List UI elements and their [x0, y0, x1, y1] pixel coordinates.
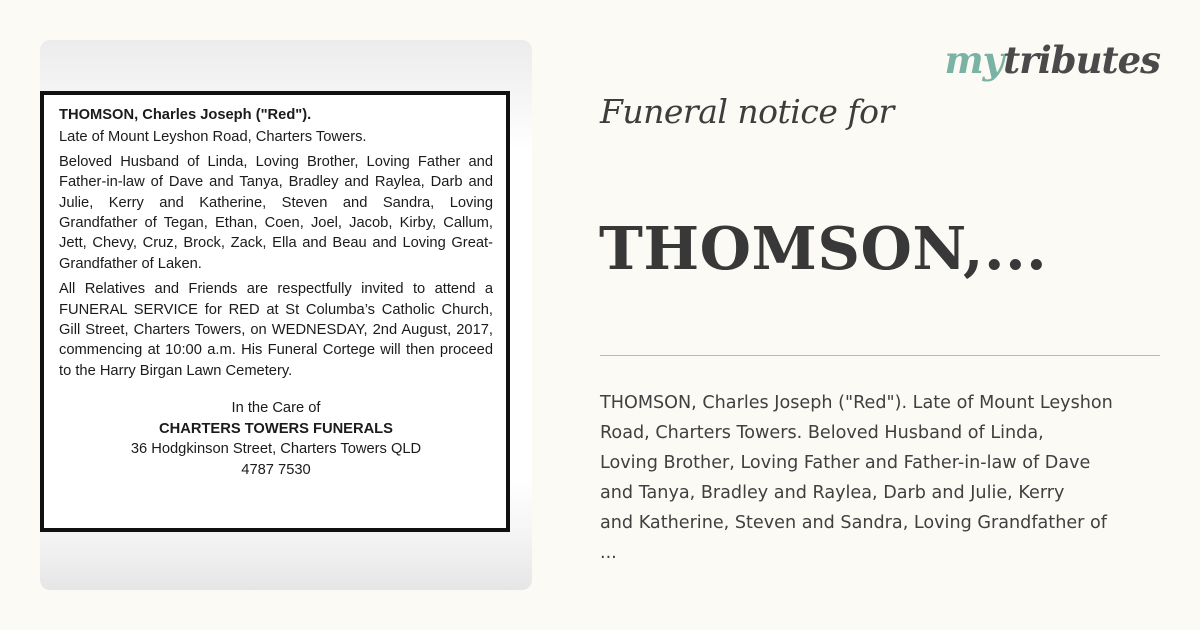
notice-family: Beloved Husband of Linda, Loving Brother, Loving Father and Father-in-law of Dave and Tanya, Bradley and Raylea, Darb and Julie, Kerry and Katherine, Steven and Sandra, Loving Grandfather of Tegan, Ethan, Coen, Joel, Jacob, Kirby, Callum, Jett, Chevy, Cruz, Brock, Zack, Ella and Beau and Loving Great-Grandfather of Laken. [59, 153, 493, 272]
divider [600, 355, 1160, 356]
notice-director: CHARTERS TOWERS FUNERALS [159, 420, 393, 437]
funeral-notice-scan [40, 91, 510, 532]
notice-excerpt: THOMSON, Charles Joseph ("Red"). Late of Mount Leyshon Road, Charters Towers. Beloved Husband of Linda, Loving Brother, Loving Father and Father-in-law of Dave and Tanya, Bradley and Raylea, Darb and Julie, Kerry and Katherine, Steven and Sandra, Loving Grandfather of ... [600, 393, 1113, 563]
page-heading: Funeral notice for [600, 92, 894, 131]
notice-service: All Relatives and Friends are respectfully invited to attend a FUNERAL SERVICE for RED at St Columba’s Catholic Church, Gill Street, Charters Towers, on WEDNESDAY, 2nd August, 2017, commencing at 10:00 a.m. His Funeral Cortege will then proceed to the Harry Birgan Lawn Cemetery. [59, 281, 493, 379]
logo-part-my: my [944, 38, 1004, 82]
notice-late-of: Late of Mount Leyshon Road, Charters Towers. [59, 129, 367, 146]
mytributes-logo[interactable] [944, 34, 1160, 86]
notice-phone: 4787 7530 [241, 461, 311, 478]
logo-part-tributes: tributes [1003, 38, 1160, 82]
notice-title: THOMSON, Charles Joseph ("Red"). [59, 107, 312, 123]
notice-address: 36 Hodgkinson Street, Charters Towers QLD [130, 441, 422, 458]
notice-care-block [59, 398, 493, 480]
notice-care-label: In the Care of [231, 400, 321, 417]
deceased-name-title: THOMSON,... [599, 214, 1048, 283]
